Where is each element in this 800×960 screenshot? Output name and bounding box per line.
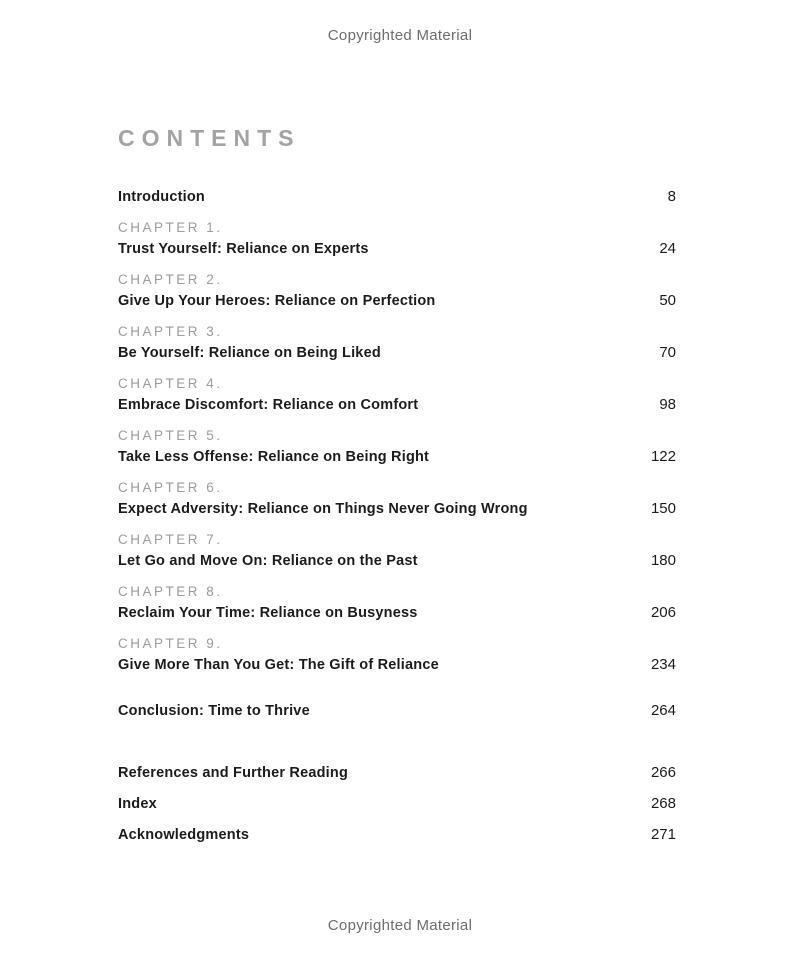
entry-title: Reclaim Your Time: Reliance on Busyness [118, 605, 418, 621]
chapter-row [118, 654, 676, 676]
toc-content [118, 124, 676, 846]
toc-entry-acknowledgments [118, 824, 676, 846]
entry-title: Trust Yourself: Reliance on Experts [118, 241, 369, 257]
toc-entry-chapter-8 [118, 581, 676, 624]
toc-entry-introduction [118, 186, 676, 208]
chapter-row [118, 550, 676, 572]
entry-title: Take Less Offense: Reliance on Being Right [118, 449, 430, 465]
copyright-notice-top: Copyrighted Material [327, 27, 473, 44]
toc-entry-chapter-9 [118, 633, 676, 676]
copyright-notice-bottom: Copyrighted Material [327, 917, 473, 934]
entry-title: Acknowledgments [118, 827, 250, 843]
toc-entry-index [118, 793, 676, 815]
entry-title: Introduction [118, 189, 205, 205]
chapter-label: CHAPTER 9. [118, 636, 223, 651]
chapter-label: CHAPTER 2. [118, 272, 223, 287]
entry-page-number: 180 [650, 552, 676, 569]
chapter-label: CHAPTER 3. [118, 324, 223, 339]
entry-page-number: 266 [650, 764, 676, 781]
chapter-row [118, 238, 676, 260]
toc-entry-chapter-6 [118, 477, 676, 520]
entry-title: Give More Than You Get: The Gift of Reliance [118, 657, 439, 673]
toc-entry-chapter-7 [118, 529, 676, 572]
entry-page-number: 122 [650, 448, 676, 465]
chapter-row [118, 498, 676, 520]
chapter-row [118, 290, 676, 312]
chapter-label: CHAPTER 4. [118, 376, 223, 391]
toc-entry-chapter-5 [118, 425, 676, 468]
toc-entry-conclusion [118, 700, 676, 722]
back-matter-section [118, 762, 676, 846]
toc-entry-chapter-4 [118, 373, 676, 416]
entry-title: Index [118, 796, 157, 812]
toc-entry-chapter-3 [118, 321, 676, 364]
chapter-label: CHAPTER 1. [118, 220, 223, 235]
entry-title: Be Yourself: Reliance on Being Liked [118, 345, 381, 361]
chapter-label: CHAPTER 5. [118, 428, 223, 443]
entry-title: Conclusion: Time to Thrive [118, 703, 310, 719]
toc-entry-chapter-1 [118, 217, 676, 260]
entry-page-number: 50 [659, 292, 676, 309]
entry-page-number: 70 [659, 344, 676, 361]
toc-entry-references [118, 762, 676, 784]
entry-title: Expect Adversity: Reliance on Things Never Going Wrong [118, 501, 528, 517]
page-title: CONTENTS [118, 125, 301, 151]
entry-title: Embrace Discomfort: Reliance on Comfort [118, 397, 419, 413]
chapter-label: CHAPTER 7. [118, 532, 223, 547]
entry-page-number: 206 [650, 604, 676, 621]
chapter-row [118, 394, 676, 416]
chapter-row [118, 602, 676, 624]
chapter-label: CHAPTER 6. [118, 480, 223, 495]
entry-title: Let Go and Move On: Reliance on the Past [118, 553, 418, 569]
entry-page-number: 268 [650, 795, 676, 812]
entry-page-number: 264 [650, 702, 676, 719]
chapter-row [118, 342, 676, 364]
chapter-label: CHAPTER 8. [118, 584, 223, 599]
entry-title: References and Further Reading [118, 765, 348, 781]
entry-page-number: 271 [650, 826, 676, 843]
chapter-row [118, 446, 676, 468]
entry-title: Give Up Your Heroes: Reliance on Perfection [118, 293, 436, 309]
entry-page-number: 8 [667, 188, 676, 205]
entry-page-number: 98 [659, 396, 676, 413]
toc-entry-chapter-2 [118, 269, 676, 312]
entry-page-number: 234 [650, 656, 676, 673]
entry-page-number: 24 [659, 240, 676, 257]
entry-page-number: 150 [650, 500, 676, 517]
